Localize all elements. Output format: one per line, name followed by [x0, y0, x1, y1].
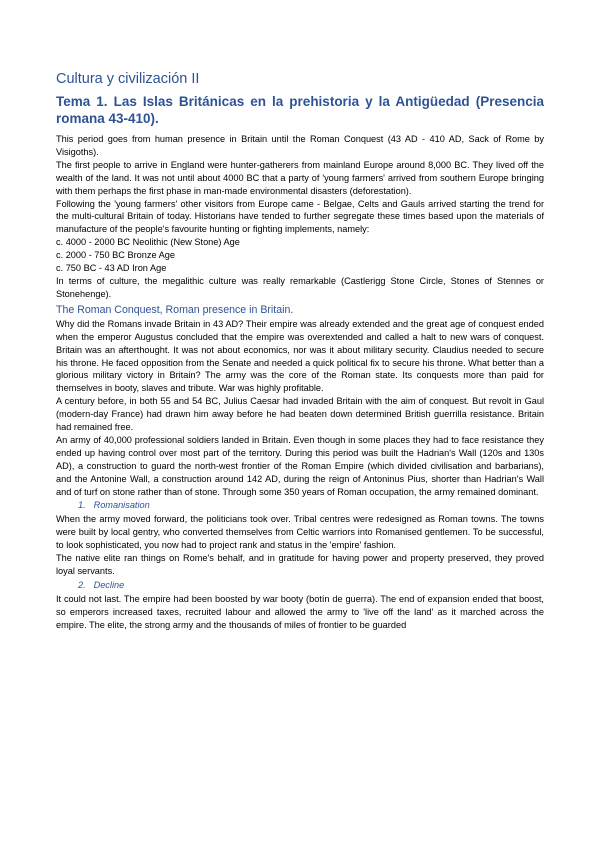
- intro-paragraph: The first people to arrive in England were hunter-gatherers from mainland Europe around 8,000 BC. They lived off the wealth of the land. It was not until about 4000 BC that a party of 'young farmers' arrived from southern Europe bringing with them perhaps the first phase in man-made environmental disasters (deforestation).: [56, 159, 544, 196]
- period-bronze: c. 2000 - 750 BC Bronze Age: [56, 250, 176, 261]
- decline-paragraph: It could not last. The empire had been boosted by war booty (botín de guerra). The end of expansion ended that boost, so emperors increased taxes, recruited labour and allowed the army to 'live off the land' as it marched across the empire. The elite, the strong army and the thousands of miles of frontier to be guarded: [56, 594, 544, 630]
- roman-paragraph: Why did the Romans invade Britain in 43 AD? Their empire was already extended and the great age of conquest ended when the emperor Augustus concluded that the empire was overextended and called a halt to new wars of conquest. Britain was an afterthought. It was not about economics, nor was it about military security. Claudius needed to secure his throne. He faced opposition from the Senate and needed a quick political fix to secure his throne. What better than a glorious military victory in Britain? The army was the core of the Roman state. Its conquests more than paid for themselves in booty, slaves and tribute. War was highly profitable.: [56, 318, 544, 394]
- megalithic-paragraph: In terms of culture, the megalithic culture was really remarkable (Castlerigg Stone Circle, Stones of Stennes or Stonehenge).: [56, 275, 544, 299]
- romanisation-paragraph: When the army moved forward, the politicians took over. Tribal centres were redesigned as Roman towns. The towns were built by local gentry, who converted themselves from Celtic warriors into Romanised gentlemen. To be successful, to look sophisticated, you now had to project rank and status in the 'empire' fashion.: [56, 514, 544, 551]
- roman-paragraph: An army of 40,000 professional soldiers landed in Britain. Even though in some places they had to face resistance they ended up having control over most part of the territory. During this period was built the Hadrian's Wall (120s and 130s AD), a construction to guard the north-west frontier of the Roman Empire (which divided civilisation and barbarians), and the Antonine Wall, a construction around 142 AD, during the reign of Antoninus Pius, shorter than Hadrian's Wall and of turf on stone rather than of stone. Through some 350 years of Roman occupation, the army remained dominant.: [56, 434, 544, 497]
- period-neolithic: c. 4000 - 2000 BC Neolithic (New Stone) Age: [56, 237, 240, 248]
- romanisation-heading: [56, 499, 544, 512]
- unit-title: Tema 1. Las Islas Británicas en la prehistoria y la Antigüedad (Presencia romana 43-410).: [56, 94, 544, 126]
- intro-paragraph: This period goes from human presence in Britain until the Roman Conquest (43 AD - 410 AD, Sack of Rome by Visigoths).: [56, 134, 544, 157]
- romanisation-heading-label: Romanisation: [93, 500, 150, 511]
- romanisation-paragraph: The native elite ran things on Rome's behalf, and in gratitude for having power and property preserved, they proved loyal servants.: [56, 553, 544, 577]
- decline-number: 2.: [78, 580, 86, 590]
- romanisation-number: 1.: [78, 500, 86, 511]
- decline-heading-label: Decline: [93, 580, 125, 590]
- roman-conquest-heading: The Roman Conquest, Roman presence in Britain.: [56, 303, 294, 316]
- intro-paragraph: Following the 'young farmers' other visitors from Europe came - Belgae, Celts and Gauls arrived starting the trend for the multi-cultural Britain of today. Historians have tended to further segregate these times based upon the materials of manufacture of the people's favourite hunting or fighting implements, namely:: [56, 198, 544, 235]
- period-iron: c. 750 BC - 43 AD Iron Age: [56, 263, 167, 274]
- decline-heading: [56, 579, 544, 592]
- roman-paragraph: A century before, in both 55 and 54 BC, Julius Caesar had invaded Britain with the aim of conquest. But revolt in Gaul (modern-day France) had drawn him away before he had beaten down determined British guerrilla resistance. Britain had remained free.: [56, 396, 544, 433]
- course-title: Cultura y civilización II: [56, 71, 200, 87]
